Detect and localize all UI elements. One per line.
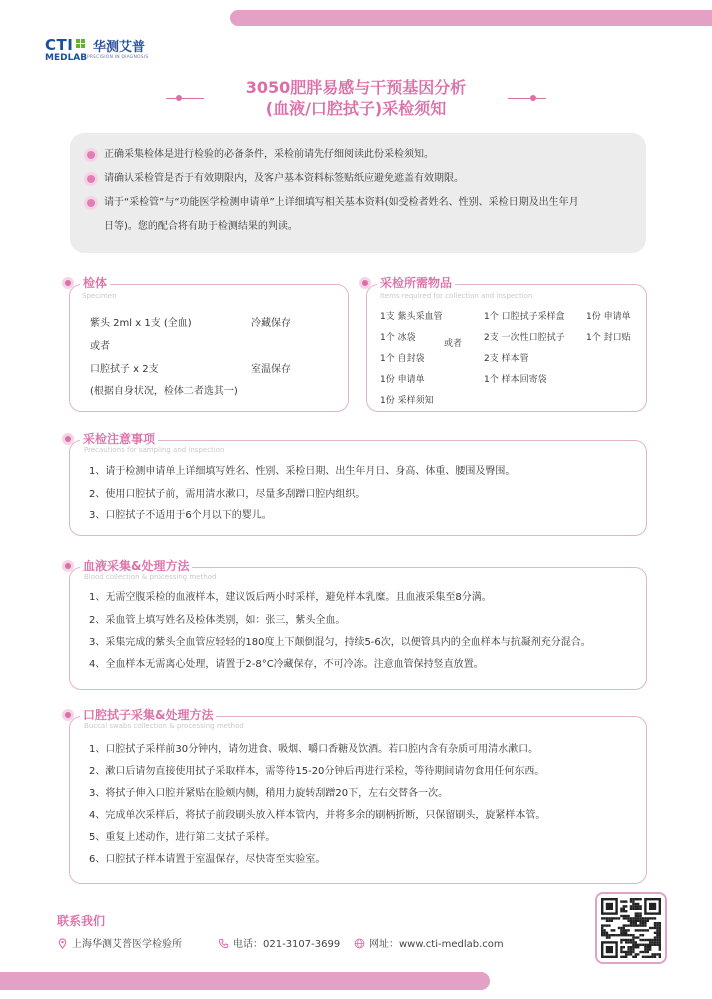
swab-line: 1、口腔拭子采样前30分钟内，请勿进食、吸烟、嚼口香糖及饮酒。若口腔内含有杂质可用清水漱口。 — [89, 744, 539, 755]
specimen-title: 检体 — [80, 274, 110, 291]
items-col2-item: 1个 样本回寄袋 — [484, 375, 547, 385]
precautions-subtitle: Precautions for sampling and inspection — [84, 446, 225, 454]
contact-title: 联系我们 — [57, 914, 106, 928]
swab-subtitle: Buccal swabs collection & processing method — [84, 722, 244, 730]
logo-tagline: PRECISION IN DIAGNOSIS — [87, 55, 149, 60]
bullet-dot — [87, 199, 95, 207]
logo-medlab: MEDLAB — [45, 53, 88, 63]
specimen-row1: 紫头 2ml x 1支 (全血) — [90, 318, 192, 329]
items-col1-item: 1个 冰袋 — [380, 333, 416, 343]
intro-line: 请确认采检管是否于有效期限内，及客户基本资料标签贴纸应避免遮盖有效期限。 — [104, 173, 464, 184]
title-left-dot — [176, 95, 182, 101]
items-col1-item: 1个 自封袋 — [380, 354, 425, 364]
bullet-dot — [87, 151, 95, 159]
intro-line: 日等)。您的配合将有助于检测结果的判读。 — [104, 221, 298, 232]
logo-cn: 华测艾普 — [93, 40, 146, 55]
blood-box — [69, 567, 647, 690]
intro-line: 正确采集检体是进行检验的必备条件，采检前请先仔细阅读此份采检须知。 — [104, 149, 434, 160]
items-col3-item: 1份 申请单 — [586, 312, 631, 322]
items-col2-item: 2支 样本管 — [484, 354, 529, 364]
blood-title: 血液采集&处理方法 — [80, 557, 192, 574]
logo — [45, 36, 175, 66]
location-pin-icon — [57, 938, 68, 949]
qr-code-pattern — [601, 898, 661, 958]
items-title: 采检所需物品 — [377, 274, 455, 291]
precaution-line: 1、请于检测申请单上详细填写姓名、性别、采检日期、出生年月日、身高、体重、腰围及臀围。 — [89, 466, 516, 477]
logo-cti: CTI — [45, 36, 74, 54]
section-dot — [65, 280, 71, 286]
swab-title: 口腔拭子采集&处理方法 — [80, 706, 216, 723]
page-title-line2: (血液/口腔拭子)采检须知 — [265, 99, 447, 118]
intro-panel — [70, 133, 646, 253]
items-col1-item: 1支 紫头采血管 — [380, 312, 443, 322]
section-dot — [65, 712, 71, 718]
section-dot — [362, 280, 368, 286]
swab-line: 5、重复上述动作，进行第二支拭子采样。 — [89, 832, 276, 843]
items-or: 或者 — [444, 339, 463, 349]
items-col1-item: 1份 采样须知 — [380, 396, 434, 406]
precaution-line: 3、口腔拭子不适用于6个月以下的婴儿。 — [89, 510, 272, 521]
bullet-dot — [87, 175, 95, 183]
contact-phone — [218, 935, 340, 950]
items-col2-item: 1个 口腔拭子采样盒 — [484, 312, 565, 322]
contact-address — [57, 935, 182, 950]
phone-text: 电话：021-3107-3699 — [233, 939, 341, 950]
title-right-dot — [530, 95, 536, 101]
specimen-row1-storage: 冷藏保存 — [251, 318, 291, 329]
phone-icon — [218, 938, 229, 949]
specimen-row2-storage: 室温保存 — [251, 364, 291, 375]
blood-line: 1、无需空腹采检的血液样本，建议饭后两小时采样，避免样本乳糜。且血液采集至8分满。 — [89, 592, 492, 603]
items-col2-item: 2支 一次性口腔拭子 — [484, 333, 565, 343]
globe-icon — [354, 938, 365, 949]
swab-line: 2、漱口后请勿直接使用拭子采取样本，需等待15-20分钟后再进行采检，等待期间请勿食用任何东西。 — [89, 766, 545, 777]
swab-line: 3、将拭子伸入口腔并紧贴在脸颊内侧，稍用力旋转刮蹭20下，左右交替各一次。 — [89, 788, 449, 799]
items-col1-item: 1份 申请单 — [380, 375, 425, 385]
title-right-line — [508, 98, 546, 99]
precaution-line: 2、使用口腔拭子前，需用清水漱口，尽量多刮蹭口腔内组织。 — [89, 489, 366, 500]
specimen-subtitle: Specimen — [82, 292, 117, 300]
specimen-or: 或者 — [90, 341, 110, 352]
address-text: 上海华测艾普医学检验所 — [72, 939, 182, 950]
swab-line: 6、口腔拭子样本请置于室温保存，尽快寄至实验室。 — [89, 854, 326, 865]
swab-line: 4、完成单次采样后，将拭子前段刷头放入样本管内，并将多余的刷柄折断，只保留刷头，旋紧样本管。 — [89, 810, 546, 821]
section-dot — [65, 563, 71, 569]
blood-line: 3、采集完成的紫头全血管应轻轻的180度上下颠倒混匀，持续5-6次，以便管具内的全血样本与抗凝剂充分混合。 — [89, 637, 591, 648]
contact-website[interactable] — [354, 935, 504, 950]
blood-subtitle: Blood collection & processing method — [84, 573, 217, 581]
website-text: 网址：www.cti-medlab.com — [369, 939, 504, 950]
qr-code — [595, 892, 667, 964]
blood-line: 4、全血样本无需离心处理，请置于2-8°C冷藏保存，不可冷冻。注意血管保持竖直放置。 — [89, 659, 484, 670]
items-subtitle: Items required for collection and inspection — [380, 292, 533, 300]
logo-grid-icon — [76, 39, 86, 49]
title-left-line — [166, 98, 204, 99]
bottom-decor-bar — [0, 972, 490, 990]
specimen-note: (根据自身状况，检体二者选其一) — [90, 386, 238, 397]
page-title-line1: 3050肥胖易感与干预基因分析 — [245, 78, 467, 97]
specimen-row2: 口腔拭子 x 2支 — [90, 364, 159, 375]
intro-line: 请于“采检管”与“功能医学检测申请单”上详细填写相关基本资料(如受检者姓名、性别、采检日期及出生年月 — [104, 197, 579, 208]
top-decor-bar — [230, 10, 712, 26]
precautions-title: 采检注意事项 — [80, 430, 158, 447]
blood-line: 2、采血管上填写姓名及检体类别，如：张三，紫头全血。 — [89, 615, 346, 626]
section-dot — [65, 436, 71, 442]
items-col3-item: 1个 封口贴 — [586, 333, 631, 343]
